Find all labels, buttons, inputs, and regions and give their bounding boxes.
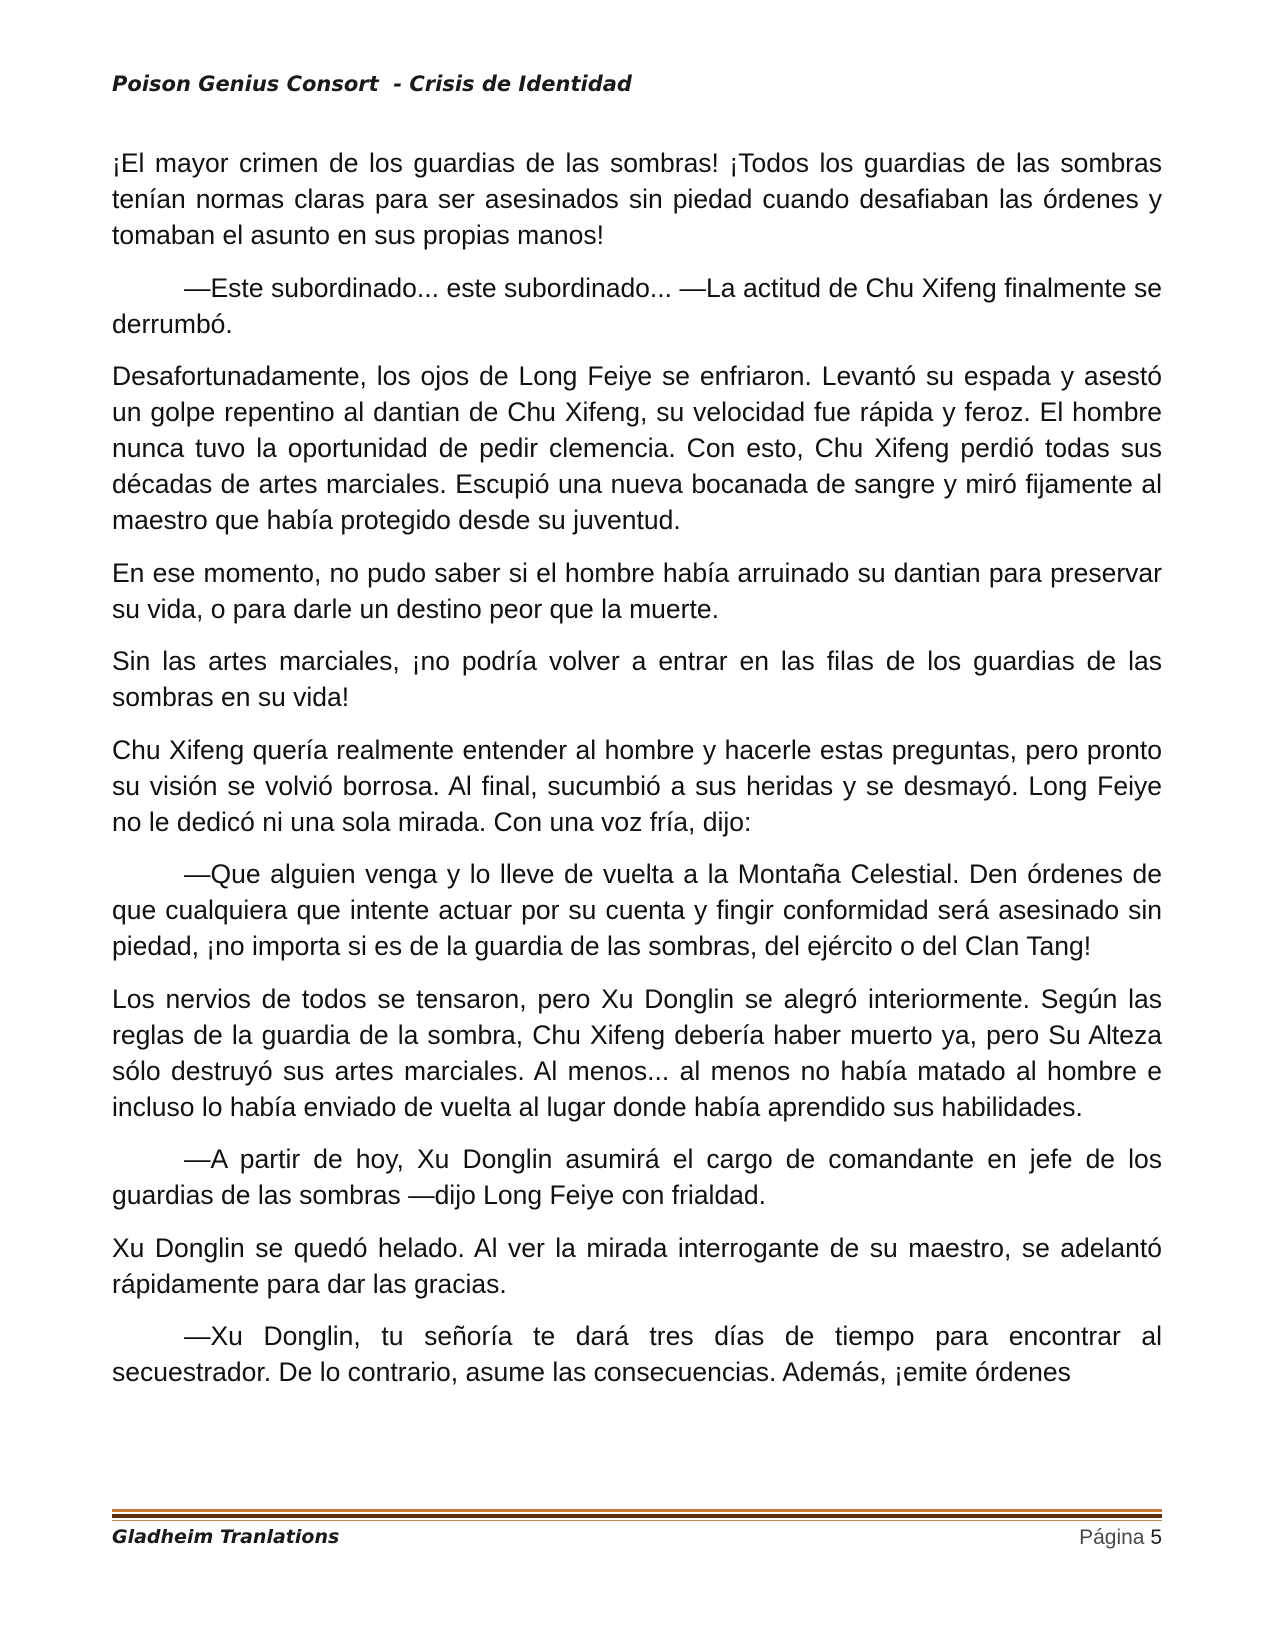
dialog-paragraph: —A partir de hoy, Xu Donglin asumirá el cargo de comandante en jefe de los guardias de las sombras —dijo Long Feiye con frialdad.: [112, 1144, 1162, 1210]
page-label: Página: [1079, 1526, 1145, 1549]
dialog-paragraph: —Xu Donglin, tu señoría te dará tres días de tiempo para encontrar al secuestrador. De lo contrario, asume las consecuencias. Además, ¡emite órdenes: [112, 1321, 1162, 1387]
paragraph: Desafortunadamente, los ojos de Long Feiye se enfriaron. Levantó su espada y asestó un golpe repentino al dantian de Chu Xifeng, su velocidad fue rápida y feroz. El hombre nunca tuvo la oportunidad de pedir clemencia. Con esto, Chu Xifeng perdió todas sus décadas de artes marciales. Escupió una nueva bocanada de sangre y miró fijamente al maestro que había protegido desde su juventud.: [112, 361, 1162, 535]
paragraph: Chu Xifeng quería realmente entender al hombre y hacerle estas preguntas, pero pronto su visión se volvió borrosa. Al final, sucumbió a sus heridas y se desmayó. Long Feiye no le dedicó ni una sola mirada. Con una voz fría, dijo:: [112, 734, 1162, 837]
page-header-title: Poison Genius Consort - Crisis de Identidad: [112, 72, 632, 96]
footer-divider: [112, 1514, 1162, 1518]
paragraph: Xu Donglin se quedó helado. Al ver la mirada interrogante de su maestro, se adelantó rápidamente para dar las gracias.: [112, 1232, 1162, 1299]
page-body: [112, 145, 1162, 1407]
page-number: [1079, 1526, 1162, 1550]
footer-divider: [112, 1509, 1162, 1512]
footer-publisher: Gladheim Tranlations: [112, 1526, 340, 1548]
dialog-paragraph: —Que alguien venga y lo lleve de vuelta a la Montaña Celestial. Den órdenes de que cualquiera que intente actuar por su cuenta y fingir conformidad será asesinado sin piedad, ¡no importa si es de la guardia de las sombras, del ejército o del Clan Tang!: [112, 859, 1162, 961]
dialog-paragraph: —Este subordinado... este subordinado... —La actitud de Chu Xifeng finalmente se derrumbó.: [112, 272, 1162, 339]
paragraph: En ese momento, no pudo saber si el hombre había arruinado su dantian para preservar su vida, o para darle un destino peor que la muerte.: [112, 557, 1162, 624]
paragraph: ¡El mayor crimen de los guardias de las sombras! ¡Todos los guardias de las sombras tenían normas claras para ser asesinados sin piedad cuando desafiaban las órdenes y tomaban el asunto en sus propias manos!: [112, 148, 1162, 250]
paragraph: Los nervios de todos se tensaron, pero Xu Donglin se alegró interiormente. Según las reglas de la guardia de la sombra, Chu Xifeng debería haber muerto ya, pero Su Alteza sólo destruyó sus artes marciales. Al menos... al menos no había matado al hombre e incluso lo había enviado de vuelta al lugar donde había aprendido sus habilidades.: [112, 983, 1162, 1122]
page-number-value: 5: [1150, 1526, 1162, 1549]
footer-divider: [112, 1520, 1162, 1521]
paragraph: Sin las artes marciales, ¡no podría volver a entrar en las filas de los guardias de las sombras en su vida!: [112, 646, 1162, 712]
